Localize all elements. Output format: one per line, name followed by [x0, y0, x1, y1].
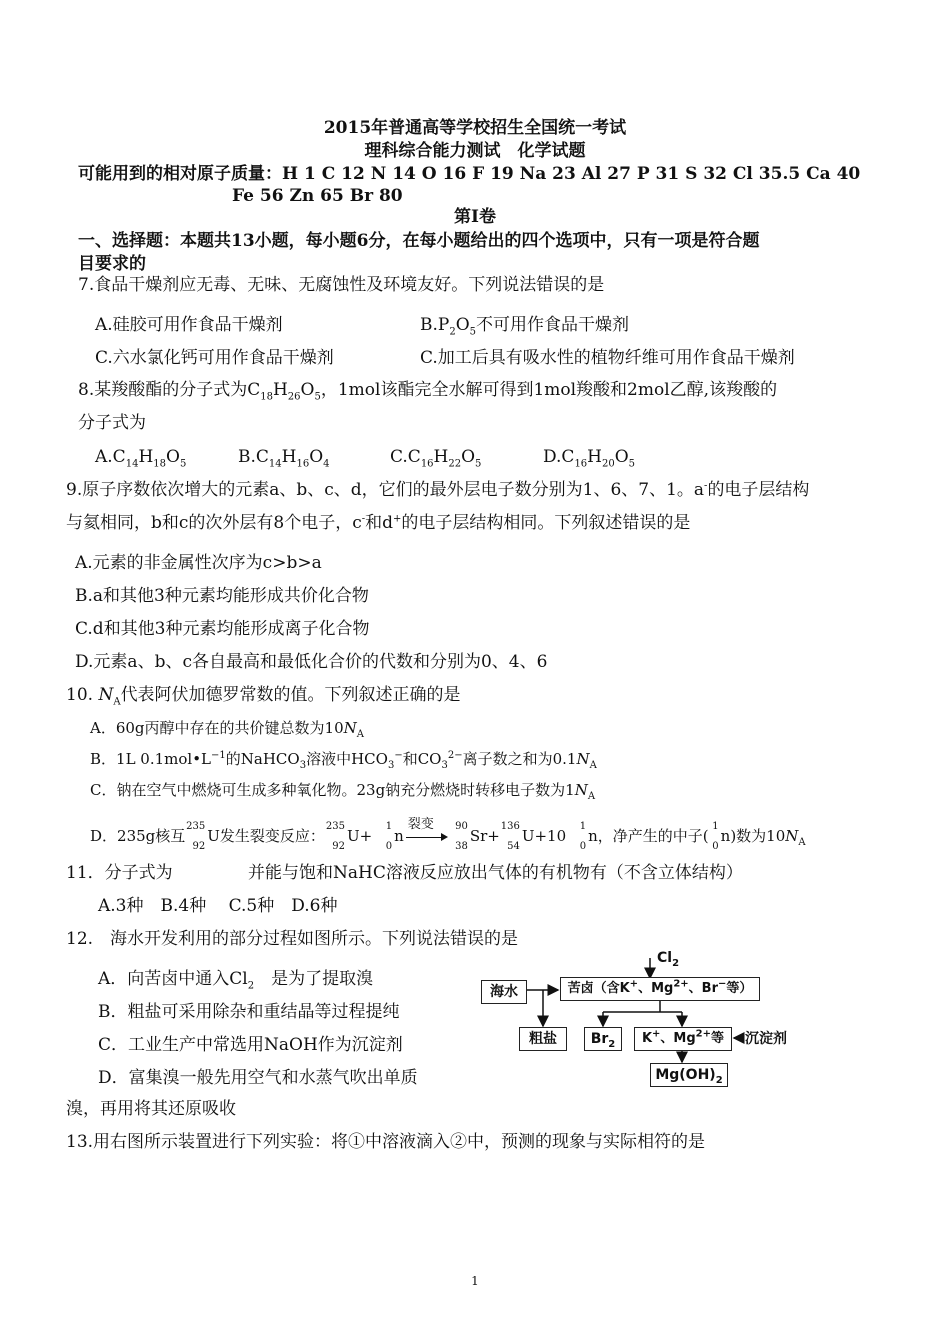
- question-12-stem: 12. 海水开发利用的部分过程如图所示。下列说法错误的是: [66, 929, 519, 949]
- question-13-stem: 13.用右图所示装置进行下列实验：将①中溶液滴入②中，预测的现象与实际相符的是: [66, 1132, 706, 1152]
- q12-option-c: C．工业生产中常选用NaOH作为沉淀剂: [98, 1035, 403, 1055]
- q9-option-a: A.元素的非金属性次序为c>b>a: [75, 553, 322, 573]
- mg-hydroxide-box: $Mg(OH)_2$: [650, 1063, 728, 1087]
- q7-option-b: $B.P_2O_5$不可用作食品干燥剂: [420, 315, 630, 338]
- q12-option-b: B．粗盐可采用除杂和重结晶等过程提纯: [98, 1002, 400, 1022]
- q10-option-c: C．钠在空气中燃烧可生成多种氧化物。23g钠充分燃烧时转移电子数为$1N_A$: [90, 781, 596, 802]
- atomic-masses-line1: 可能用到的相对原子质量：H 1 C 12 N 14 O 16 F 19 Na 23 Al 27 P 31 S 32 Cl 35.5 Ca 40: [78, 164, 861, 184]
- q11-options: A.3种 B.4种 C.5种 D.6种: [98, 896, 338, 916]
- question-9-stem-cont: 与氦相同，b和c的次外层有8个电子，c-和d+的电子层结构相同。下列叙述错误的是: [66, 513, 691, 533]
- fission-arrow: 裂变: [404, 827, 448, 847]
- q10-option-b: B．1L $0.1mol•L^{-1}$的NaHCO$_3$溶液中$HCO_3^-$和$CO_3^{2-}$离子数之和为$0.1N_A$: [90, 750, 597, 771]
- bromine-box: $Br_2$: [584, 1027, 622, 1051]
- atomic-masses-line2: Fe 56 Zn 65 Br 80: [232, 186, 403, 206]
- question-11-stem-start: 11．分子式为: [66, 863, 173, 883]
- question-7-stem: 7.食品干燥剂应无毒、无味、无腐蚀性及环境友好。下列说法错误的是: [78, 275, 605, 295]
- q12-option-d: D．富集溴一般先用空气和水蒸气吹出单质: [98, 1068, 418, 1088]
- exam-title: 2015年普通高等学校招生全国统一考试: [323, 118, 627, 138]
- q7-option-c: C.六水氯化钙可用作食品干燥剂: [95, 348, 334, 368]
- question-9-stem: 9.原子序数依次增大的元素a、b、c、d，它们的最外层电子数分别为1、6、7、1。a-的电子层结构: [66, 480, 810, 500]
- cl2-label: $Cl_2$: [657, 950, 680, 969]
- q8-option-a: $A.C_{14}H_{18}O_5$: [95, 447, 187, 470]
- q8-option-d: $D.C_{16}H_{20}O_5$: [543, 447, 636, 470]
- k-mg-box: K+、$Mg^{2+}$等: [634, 1027, 732, 1051]
- q7-option-a: A.硅胶可用作食品干燥剂: [95, 315, 283, 335]
- q8-option-b: $B.C_{14}H_{16}O_4$: [238, 447, 330, 470]
- question-8-stem-cont: 分子式为: [78, 413, 146, 433]
- q9-option-d: D.元素a、b、c各自最高和最低化合价的代数和分别为0、4、6: [75, 652, 548, 672]
- q12-option-d-cont: 溴，再用将其还原吸收: [66, 1099, 236, 1119]
- q12-option-a: A．向苦卤中通入$Cl_2$ 是为了提取溴: [98, 969, 374, 992]
- section-heading: 一、选择题：本题共13小题，每小题6分，在每小题给出的四个选项中，只有一项是符合题: [78, 231, 760, 251]
- exam-subtitle: 理科综合能力测试 化学试题: [364, 141, 586, 161]
- seawater-box: 海水: [481, 980, 527, 1004]
- question-8-stem: 8.某羧酸酯的分子式为$C_{18}H_{26}O_5$，1mol该酯完全水解可得到1mol羧酸和2mol乙醇,该羧酸的: [78, 380, 778, 403]
- volume-heading: 第Ⅰ卷: [454, 207, 496, 227]
- q8-option-c: $C.C_{16}H_{22}O_5$: [390, 447, 482, 470]
- crude-salt-box: 粗盐: [519, 1027, 567, 1051]
- q10-option-d: D．235g核互 235 92 U发生裂变反应： 235 92 U+ 1 0 n 裂变 90 38 Sr+ 136 54 U+10 1 0 n，净产生的中子( 1 0 n)数为$10N_A$: [90, 817, 806, 852]
- q9-option-b: B.a和其他3种元素均能形成共价化合物: [75, 586, 369, 606]
- section-heading-cont: 目要求的: [78, 254, 146, 274]
- question-10-stem: 10. $N_A$代表阿伏加德罗常数的值。下列叙述正确的是: [66, 685, 461, 708]
- precipitant-label: 沉淀剂: [745, 1031, 787, 1047]
- brine-box: 苦卤（含K+、$Mg^{2+}$、Br−等）: [560, 977, 760, 1001]
- q10-option-a: A．60g丙醇中存在的共价键总数为$10N_A$: [90, 719, 364, 740]
- page-number: 1: [471, 1274, 479, 1288]
- q7-option-d: C.加工后具有吸水性的植物纤维可用作食品干燥剂: [420, 348, 795, 368]
- question-11-stem-end: 并能与饱和NaHC溶液反应放出气体的有机物有（不含立体结构）: [248, 863, 743, 883]
- q9-option-c: C.d和其他3种元素均能形成离子化合物: [75, 619, 370, 639]
